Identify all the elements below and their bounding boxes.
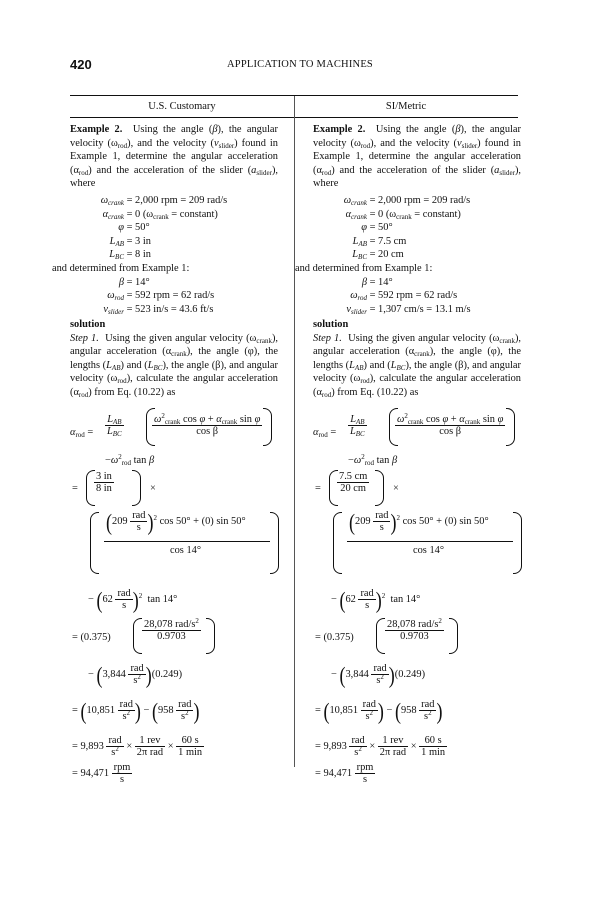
lab-lbc-fraction: $\frac{L_{AB}}{L_{BC}}$ <box>107 414 122 438</box>
given-row: $L_{AB} = 3$ in <box>109 235 151 248</box>
column-divider <box>294 96 295 767</box>
determined-row: $\omega_{rod} = 592$ rpm = 62 rad/s <box>350 290 458 303</box>
given-row: $\alpha_{crank} = 0$ ($\omega_{crank}$ = constant) <box>345 208 461 221</box>
omega-rod-term: $-\omega^2_{rod}$ tan β <box>348 453 398 467</box>
given-row: $\omega_{crank} = 2,000$ rpm = 209 rad/s <box>343 195 471 207</box>
paren-right <box>132 470 141 506</box>
denominator-cos14: cos 14° <box>413 545 444 556</box>
alpha-rod-lhs: $\alpha_{rod}$ = <box>70 427 94 439</box>
length-ratio: $\frac{7.5 cm}{20 cm}$ <box>339 471 368 494</box>
determined-intro: and determined from Example 1: <box>52 263 190 274</box>
page-number: 420 <box>70 57 92 72</box>
term-3844: − (3,844 $\frac{\text{rad}}{s^2}$ )(0.249) <box>331 661 426 688</box>
times-sign: × <box>393 483 399 494</box>
paren-left <box>389 408 398 446</box>
fraction-bar <box>104 541 270 542</box>
equals-sign: = <box>315 483 321 494</box>
omega-rod-numeric: − (62 $\frac{\text{rad}}{s}$ )$^2$ tan 14° <box>331 586 421 613</box>
paren-right <box>449 618 458 654</box>
column-heading-si: SI/Metric <box>385 101 427 112</box>
conversion-line: = 9,893 $\frac{\text{rad}}{s^2}$ × $\frac{\text{1 rev}}{\text{2π rad}}$ × $\frac{60 s}{1 \min}$ <box>72 735 203 758</box>
difference-line: = (10,851 $\frac{\text{rad}}{s^2}$ ) − (958 $\frac{\text{rad}}{s^2}$ ) <box>315 697 443 724</box>
determined-row: $v_{slider} = 523$ in/s = 43.6 ft/s <box>103 303 214 316</box>
accel-fraction: $\frac{28,078 rad/s^2}{0.9703}$ <box>387 617 442 642</box>
given-row: φ = 50° <box>361 222 393 234</box>
paren-right <box>375 470 384 506</box>
paren-right <box>506 408 515 446</box>
column-heading-us: U.S. Customary <box>148 101 216 112</box>
determined-row: β = 14° <box>118 276 150 288</box>
lab-lbc-fraction: $\frac{L_{AB}}{L_{BC}}$ <box>350 414 365 438</box>
accel-fraction: $\frac{28,078 rad/s^2}{0.9703}$ <box>144 617 199 642</box>
example-paragraph-us: Example 2. Using the angle (β), the angular velocity $(\omega_{rod})$, and the velocity $(v_{slider})$ found in Example 1, determine the angular acceleration $(\alpha_{rod})$ and the acceleration of the slider $(a_{slider})$, where <box>70 124 279 190</box>
fraction-bar <box>347 541 513 542</box>
paren-left <box>133 618 142 654</box>
big-paren-left <box>90 512 99 574</box>
crank-term-fraction: $\frac{\omega^2_{crank} \cos \varphi + \alpha_{crank} \sin \varphi}{\text{cos β}}$ <box>154 412 261 437</box>
final-answer: = 94,471 $\frac{\text{rpm}}{s}$ <box>72 762 131 785</box>
given-row: $L_{BC} = 20$ cm <box>352 249 404 262</box>
factor-0375: = (0.375) <box>315 632 354 643</box>
big-paren-left <box>333 512 342 574</box>
crank-term-fraction: $\frac{\omega^2_{crank} \cos \varphi + \alpha_{crank} \sin \varphi}{\text{cos β}}$ <box>397 412 504 437</box>
determined-row: $\omega_{rod} = 592$ rpm = 62 rad/s <box>107 290 215 303</box>
times-sign: × <box>150 483 156 494</box>
given-row: $L_{AB} = 7.5$ cm <box>352 235 407 248</box>
final-answer: = 94,471 $\frac{\text{rpm}}{s}$ <box>315 762 374 785</box>
equals-sign: = <box>72 483 78 494</box>
big-paren-right <box>513 512 522 574</box>
example-paragraph-si: Example 2. Using the angle (β), the angular velocity $(\omega_{rod})$, and the velocity $(v_{slider})$ found in Example 1, determine the angular acceleration $(\alpha_{rod})$ and the acceleration of the slider $(a_{slider})$, where <box>313 124 522 190</box>
big-paren-right <box>270 512 279 574</box>
denominator-cos14: cos 14° <box>170 545 201 556</box>
determined-row: $v_{slider} = 1,307$ cm/s = 13.1 m/s <box>346 303 471 316</box>
length-ratio: $\frac{3 in}{8 in}$ <box>96 471 112 494</box>
paren-left <box>376 618 385 654</box>
given-row: $\omega_{crank} = 2,000$ rpm = 209 rad/s <box>100 195 228 207</box>
solution-paragraph-si: solution Step 1. Using the given angular velocity $(\omega_{crank})$, angular acceleration $(\alpha_{crank})$, the angle (φ), the lengths $(L_{AB})$ and $(L_{BC})$, the angle (β), and angular velocity $(\omega_{rod})$, calculate the angular acceleration $(\alpha_{rod})$ from Eq. (10.22) as <box>313 319 522 399</box>
given-row: $\alpha_{crank} = 0$ ($\omega_{crank}$ = constant) <box>102 208 218 221</box>
determined-intro: and determined from Example 1: <box>295 263 433 274</box>
running-title: APPLICATION TO MACHINES <box>227 59 373 70</box>
term-3844: − (3,844 $\frac{\text{rad}}{s^2}$ )(0.249) <box>88 661 183 688</box>
difference-line: = (10,851 $\frac{\text{rad}}{s^2}$ ) − (958 $\frac{\text{rad}}{s^2}$ ) <box>72 697 200 724</box>
paren-left <box>146 408 155 446</box>
given-row: φ = 50° <box>118 222 150 234</box>
given-row: $L_{BC} = 8$ in <box>109 249 151 262</box>
paren-right <box>263 408 272 446</box>
omega-rod-term: $-\omega^2_{rod}$ tan β <box>105 453 155 467</box>
conversion-line: = 9,893 $\frac{\text{rad}}{s^2}$ × $\frac{\text{1 rev}}{\text{2π rad}}$ × $\frac{60 s}{1 \min}$ <box>315 735 446 758</box>
determined-row: β = 14° <box>361 276 393 288</box>
paren-right <box>206 618 215 654</box>
numerator-expression: (209 $\frac{\text{rad}}{s}$ )$^2$ cos 50° + (0) sin 50° <box>349 508 489 535</box>
numerator-expression: (209 $\frac{\text{rad}}{s}$ )$^2$ cos 50° + (0) sin 50° <box>106 508 246 535</box>
solution-paragraph-us: solution Step 1. Using the given angular velocity $(\omega_{crank})$, angular acceleration $(\alpha_{crank})$, the angle (φ), the lengths $(L_{AB})$ and $(L_{BC})$, the angle (β), and angular velocity $(\omega_{rod})$, calculate the angular acceleration $(\alpha_{rod})$ from Eq. (10.22) as <box>70 319 279 399</box>
omega-rod-numeric: − (62 $\frac{\text{rad}}{s}$ )$^2$ tan 14° <box>88 586 178 613</box>
alpha-rod-lhs: $\alpha_{rod}$ = <box>313 427 337 439</box>
factor-0375: = (0.375) <box>72 632 111 643</box>
